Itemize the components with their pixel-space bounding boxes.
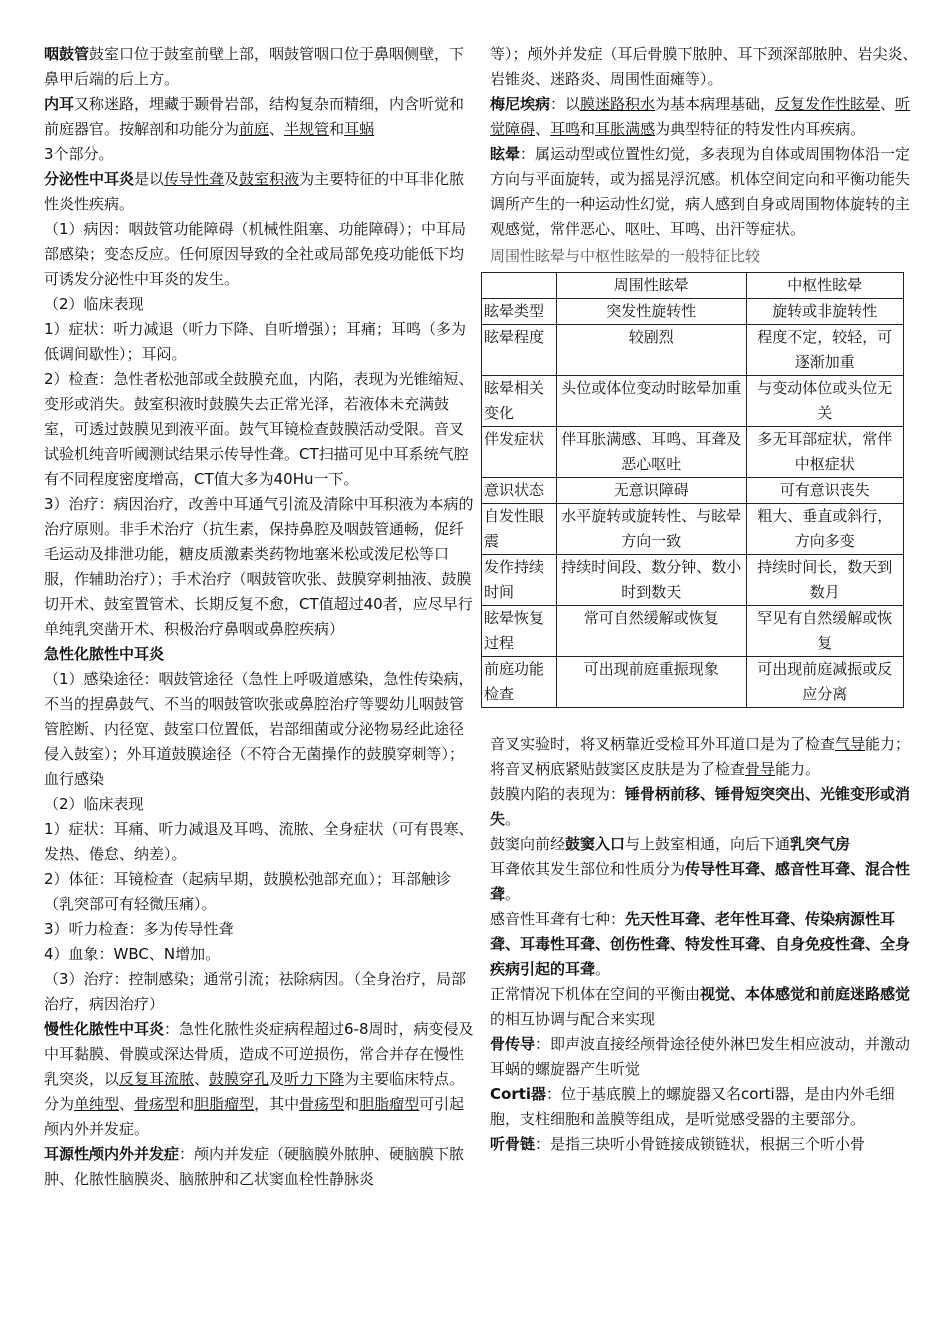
table-row [482, 606, 904, 657]
paragraph-deafness-types: 耳聋依其发生部位和性质分为传导性耳聋、感音性耳聋、混合性聋。 [490, 860, 911, 903]
term: 内耳 [44, 95, 75, 113]
section-heading-acute-otitis: 急性化脓性中耳炎 [44, 645, 165, 663]
paragraph-acute-treatment: （3）治疗：控制感染；通常引流；祛除病因。（全身治疗，局部治疗，病因治疗） [44, 970, 467, 1013]
table-cell: 突发性旋转性 [557, 299, 747, 325]
table-row [482, 555, 904, 606]
paragraph-examination: 2）检查：急性者松弛部或全鼓膜充血，内陷，表现为光锥缩短、变形或消失。鼓室积液时鼓膜失去正常光泽，若液体未充满鼓室，可透过鼓膜见到液平面。鼓气耳镜检查鼓膜活动受限。音叉试验机纯音听阈测试结果示传导性聋。CT扫描可见中耳系统气腔有不同程度密度增高，CT值大多为40Hu一下。 [44, 370, 474, 488]
header-cell [482, 273, 557, 299]
table-cell: 可出现前庭重振现象 [557, 657, 747, 708]
term: 梅尼埃病 [490, 95, 551, 113]
paragraph-symptoms: 1）症状：听力减退（听力下降、自听增强）；耳痛；耳鸣（多为低调间歇性）；耳闷。 [44, 320, 467, 363]
paragraph-hearing-test: 3）听力检查：多为传导性聋 [44, 920, 234, 938]
table-cell: 旋转或非旋转性 [746, 299, 903, 325]
vertigo-comparison-table [481, 272, 904, 708]
row-label: 自发性眼震 [482, 504, 557, 555]
row-label: 眩晕恢复过程 [482, 606, 557, 657]
paragraph-blood: 4）血象：WBC、N增加。 [44, 945, 221, 963]
row-label: 眩晕相关变化 [482, 376, 557, 427]
table-row [482, 376, 904, 427]
table-cell: 较剧烈 [557, 325, 747, 376]
paragraph-signs: 2）体征：耳镜检查（起病早期，鼓膜松弛部充血）；耳部触诊（乳突部可有轻微压痛）。 [44, 870, 452, 913]
paragraph-etiology: （1）病因：咽鼓管功能障碍（机械性阻塞、功能障碍）；中耳局部感染；变态反应。任何原因导致的全社或局部免疫功能低下均可诱发分泌性中耳炎的发生。 [44, 220, 467, 288]
table-cell: 水平旋转或旋转性、与眩晕方向一致 [557, 504, 747, 555]
left-column [44, 42, 476, 1192]
row-label: 意识状态 [482, 478, 557, 504]
table-caption: 周围性眩晕与中枢性眩晕的一般特征比较 [490, 247, 761, 265]
table-row [482, 478, 904, 504]
table-cell: 粗大、垂直或斜行，方向多变 [746, 504, 903, 555]
row-label: 伴发症状 [482, 427, 557, 478]
table-cell: 伴耳胀满感、耳鸣、耳聋及恶心呕吐 [557, 427, 747, 478]
row-label: 前庭功能检查 [482, 657, 557, 708]
header-cell: 周围性眩晕 [557, 273, 747, 299]
paragraph-eustachian-tube: 咽鼓管鼓室口位于鼓室前壁上部，咽鼓管咽口位于鼻咽侧壁，下鼻甲后端的后上方。 [44, 45, 465, 88]
paragraph-complications-cont: 等）；颅外并发症（耳后骨膜下脓肿、耳下颈深部脓肿、岩尖炎、岩锥炎、迷路炎、周围性面瘫等）。 [490, 45, 918, 88]
paragraph-complications: 耳源性颅内外并发症：颅内并发症（硬脑膜外脓肿、硬脑膜下脓肿、化脓性脑膜炎、脑脓肿和乙状窦血栓性静脉炎 [44, 1145, 465, 1188]
paragraph-clinical-heading: （2）临床表现 [44, 295, 144, 313]
table-cell: 多无耳部症状，常伴中枢症状 [746, 427, 903, 478]
term: 慢性化脓性中耳炎 [44, 1020, 165, 1038]
table-cell: 常可自然缓解或恢复 [557, 606, 747, 657]
paragraph-tuning-fork: 音叉实验时，将叉柄靠近受检耳外耳道口是为了检查气导能力；将音叉柄底紧贴鼓窦区皮肤是为了检查骨导能力。 [490, 735, 911, 778]
term: 骨传导 [490, 1035, 536, 1053]
table-header-row [482, 273, 904, 299]
paragraph-balance: 正常情况下机体在空间的平衡由视觉、本体感觉和前庭迷路感觉的相互协调与配合来实现 [490, 985, 911, 1028]
table-cell: 可出现前庭减振或反应分离 [746, 657, 903, 708]
table-row [482, 325, 904, 376]
paragraph-chronic-otitis: 慢性化脓性中耳炎：急性化脓性炎症病程超过6-8周时，病变侵及中耳黏膜、骨膜或深达骨质，造成不可逆损伤，常合并存在慢性乳突炎，以反复耳流脓、鼓膜穿孔及听力下降为主要临床特点。分为单纯型、骨疡型和胆脂瘤型，其中骨疡型和胆脂瘤型可引起颅内外并发症。 [44, 1020, 474, 1138]
row-label: 眩晕程度 [482, 325, 557, 376]
table-cell: 头位或体位变动时眩晕加重 [557, 376, 747, 427]
header-cell: 中枢性眩晕 [746, 273, 903, 299]
paragraph-sensorineural: 感音性耳聋有七种：先天性耳聋、老年性耳聋、传染病源性耳聋、耳毒性耳聋、创伤性聋、特发性耳聋、自身免疫性聋、全身疾病引起的耳聋。 [490, 910, 911, 978]
paragraph-vertigo: 眩晕：属运动型或位置性幻觉，多表现为自体或周围物体沿一定方向与平面旋转，或为摇晃浮沉感。机体空间定向和平衡功能失调所产生的一种运动性幻觉，病人感到自身或周围物体旋转的主观感觉，常伴恶心、呕吐、耳鸣、出汗等症状。 [490, 145, 911, 238]
table-cell: 罕见有自然缓解或恢复 [746, 606, 903, 657]
term: 分泌性中耳炎 [44, 170, 135, 188]
paragraph-antrum: 鼓窦向前经鼓窦入口与上鼓室相通，向后下通乳突气房 [490, 835, 851, 853]
right-column [484, 42, 920, 1157]
paragraph-retraction: 鼓膜内陷的表现为：锤骨柄前移、锤骨短突突出、光锥变形或消失。 [490, 785, 911, 828]
table-cell: 可有意识丧失 [746, 478, 903, 504]
term: 眩晕 [490, 145, 521, 163]
paragraph-ossicular-chain: 听骨链：是指三块听小骨链接成锁链状，根据三个听小骨 [490, 1135, 866, 1153]
table-row [482, 657, 904, 708]
term: Corti器 [490, 1085, 547, 1103]
term: 听骨链 [490, 1135, 536, 1153]
paragraph-secretory-otitis: 分泌性中耳炎是以传导性聋及鼓室积液为主要特征的中耳非化脓性炎性疾病。 [44, 170, 465, 213]
row-label: 眩晕类型 [482, 299, 557, 325]
table-cell: 程度不定，较轻，可逐渐加重 [746, 325, 903, 376]
paragraph-inner-ear: 内耳又称迷路，埋藏于颞骨岩部，结构复杂而精细，内含听觉和前庭器官。按解剖和功能分为前庭、半规管和耳蜗 3个部分。 [44, 95, 465, 163]
paragraph-acute-symptoms: 1）症状：耳痛、听力减退及耳鸣、流脓、全身症状（可有畏寒、发热、倦怠、纳差）。 [44, 820, 474, 863]
paragraph-infection-route: （1）感染途径：咽鼓管途径（急性上呼吸道感染，急性传染病，不当的捏鼻鼓气、不当的咽鼓管吹张或鼻腔治疗等婴幼儿咽鼓管管腔断、内径宽、鼓室口位置低，岩部细菌或分泌物易经此途径侵入鼓室）；外耳道鼓膜途径（不符合无菌操作的鼓膜穿刺等）；血行感染 [44, 670, 474, 788]
table-cell: 持续时间段、数分钟、数小时到数天 [557, 555, 747, 606]
term: 咽鼓管 [44, 45, 90, 63]
table-cell: 与变动体位或头位无关 [746, 376, 903, 427]
table-row [482, 504, 904, 555]
table-row [482, 299, 904, 325]
paragraph-meniere: 梅尼埃病：以膜迷路积水为基本病理基础，反复发作性眩晕、听觉障碍、耳鸣和耳胀满感为典型特征的特发性内耳疾病。 [490, 95, 911, 138]
paragraph-bone-conduction: 骨传导：即声波直接经颅骨途径使外淋巴发生相应波动，并激动耳蜗的螺旋器产生听觉 [490, 1035, 911, 1078]
table-cell: 持续时间长，数天到数月 [746, 555, 903, 606]
row-label: 发作持续时间 [482, 555, 557, 606]
table-row [482, 427, 904, 478]
table-cell: 无意识障碍 [557, 478, 747, 504]
term: 耳源性颅内外并发症 [44, 1145, 180, 1163]
paragraph-clinical-heading-2: （2）临床表现 [44, 795, 144, 813]
paragraph-corti: Corti器：位于基底膜上的螺旋器又名corti器，是由内外毛细胞，支柱细胞和盖膜等组成，是听觉感受器的主要部分。 [490, 1085, 895, 1128]
paragraph-treatment: 3）治疗：病因治疗，改善中耳通气引流及清除中耳积液为本病的治疗原则。非手术治疗（抗生素，保持鼻腔及咽鼓管通畅，促纤毛运动及排泄功能，糖皮质激素类药物地塞米松或泼尼松等口服，作辅助治疗）；手术治疗（咽鼓管吹张、鼓膜穿刺抽液、鼓膜切开术、鼓室置管术、长期反复不愈，CT值超过40者，应尽早行单纯乳突凿开术、积极治疗鼻咽或鼻腔疾病） [44, 495, 474, 638]
